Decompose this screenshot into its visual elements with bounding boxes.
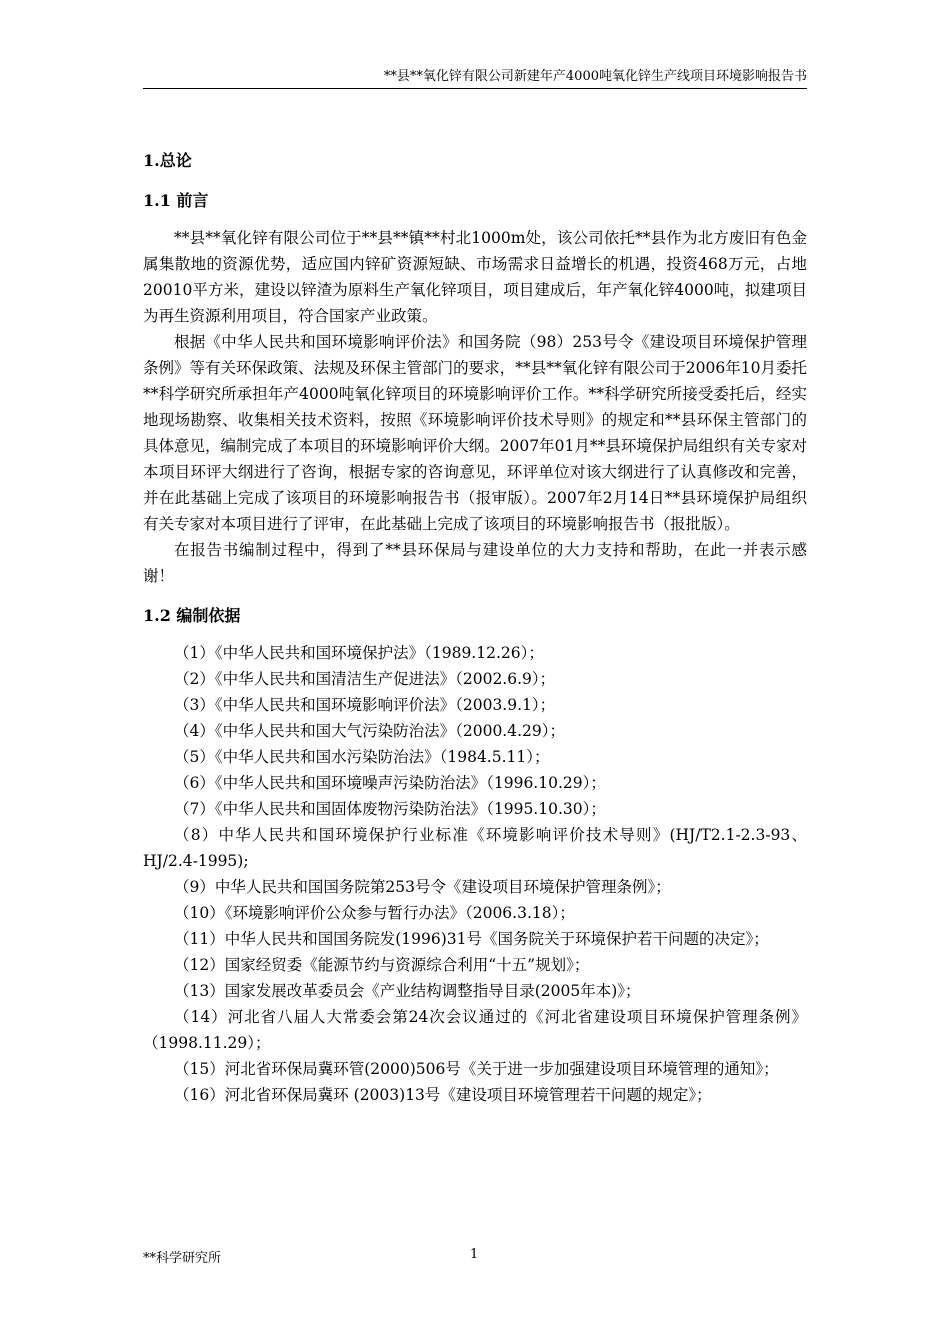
document-body xyxy=(143,148,807,1108)
footer-organization: **科学研究所 xyxy=(143,1251,222,1266)
list-item: （3）《中华人民共和国环境影响评价法》（2003.9.1）； xyxy=(174,696,556,714)
running-header: **县**氧化锌有限公司新建年产4000吨氧化锌生产线项目环境影响报告书 xyxy=(383,69,807,84)
list-item: （14）河北省八届人大常委会第24次会议通过的《河北省建设项目环境保护管理条例》（1998.11.29）； xyxy=(143,1008,807,1052)
list-item: （7）《中华人民共和国固体废物污染防治法》（1995.10.30）； xyxy=(174,800,606,818)
list-item: （16）河北省环保局冀环 (2003)13号《建设项目环境管理若干问题的规定》； xyxy=(174,1086,712,1104)
reference-list xyxy=(143,640,807,1108)
chapter-title: 1.总论 xyxy=(143,151,192,170)
list-item: （8）中华人民共和国环境保护行业标准《环境影响评价技术导则》(HJ/T2.1-2.3-93、HJ/2.4-1995); xyxy=(143,826,807,870)
page-number: 1 xyxy=(470,1247,479,1262)
paragraph: **县**氧化锌有限公司位于**县**镇**村北1000m处，该公司依托**县作为北方废旧有色金属集散地的资源优势，适应国内锌矿资源短缺、市场需求日益增长的机遇，投资468万元，占地20010平方米，建设以锌渣为原料生产氧化锌项目，项目建成后，年产氧化锌4000吨，拟建项目为再生资源利用项目，符合国家产业政策。 xyxy=(143,229,807,325)
list-item: （4）《中华人民共和国大气污染防治法》（2000.4.29）； xyxy=(174,722,565,740)
list-item: （15）河北省环保局冀环管(2000)506号《关于进一步加强建设项目环境管理的通知》； xyxy=(174,1060,779,1078)
list-item: （12）国家经贸委《能源节约与资源综合利用“十五”规划》； xyxy=(174,956,590,974)
paragraph: 根据《中华人民共和国环境影响评价法》和国务院（98）253号令《建设项目环境保护管理条例》等有关环保政策、法规及环保主管部门的要求，**县**氧化锌有限公司于2006年10月委托**科学研究所承担年产4000吨氧化锌项目的环境影响评价工作。**科学研究所接受委托后，经实地现场勘察、收集相关技术资料，按照《环境影响评价技术导则》的规定和**县环保主管部门的具体意见，编制完成了本项目的环境影响评价大纲。2007年01月**县环境保护局组织有关专家对本项目环评大纲进行了咨询，根据专家的咨询意见，环评单位对该大纲进行了认真修改和完善，并在此基础上完成了该项目的环境影响报告书（报审版）。2007年2月14日**县环境保护局组织有关专家对本项目进行了评审，在此基础上完成了该项目的环境影响报告书（报批版）。 xyxy=(143,333,807,533)
section-title-1-1: 1.1 前言 xyxy=(143,191,209,210)
list-item: （2）《中华人民共和国清洁生产促进法》（2002.6.9）； xyxy=(174,670,556,688)
list-item: （5）《中华人民共和国水污染防治法》（1984.5.11）； xyxy=(174,748,550,766)
section-title-1-2: 1.2 编制依据 xyxy=(143,606,241,625)
list-item: （10）《环境影响评价公众参与暂行办法》（2006.3.18）； xyxy=(174,904,575,922)
list-item: （11）中华人民共和国国务院发(1996)31号《国务院关于环境保护若干问题的决定》； xyxy=(174,930,769,948)
list-item: （9）中华人民共和国国务院第253号令《建设项目环境保护管理条例》； xyxy=(174,878,671,896)
header-rule xyxy=(143,88,807,89)
list-item: （1）《中华人民共和国环境保护法》（1989.12.26）； xyxy=(174,644,544,662)
list-item: （6）《中华人民共和国环境噪声污染防治法》（1996.10.29）； xyxy=(174,774,606,792)
paragraph: 在报告书编制过程中，得到了**县环保局与建设单位的大力支持和帮助，在此一并表示感谢！ xyxy=(143,541,807,585)
list-item: （13）国家发展改革委员会《产业结构调整指导目录(2005年本)》； xyxy=(174,982,641,1000)
